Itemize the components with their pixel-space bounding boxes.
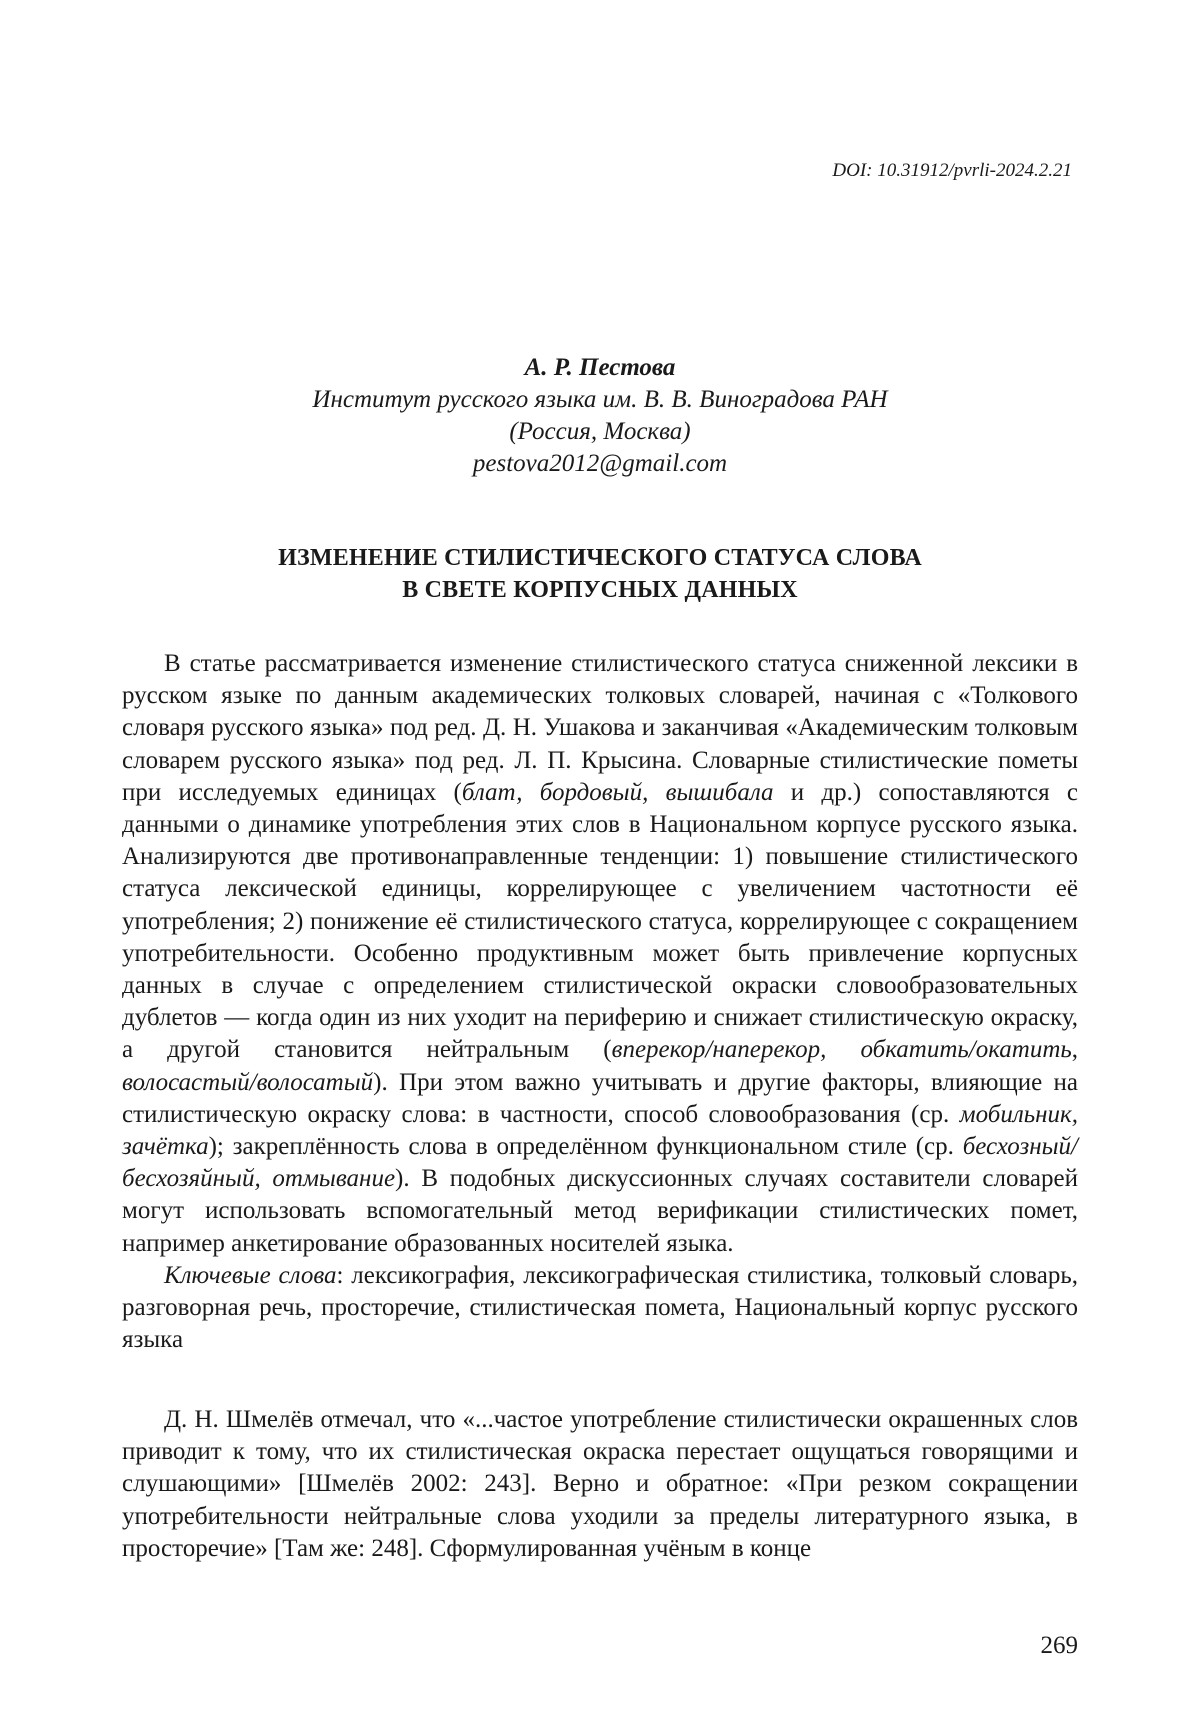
abstract-text: ); закреплённость слова в определённом функциональном стиле (ср. (208, 1133, 963, 1161)
author-block (0, 352, 1200, 480)
keywords-text: : лексикография, лексикографическая стилистика, толковый словарь, разговорная речь, просторечие, стилистическая помета, Национальный корпус русского языка (122, 1261, 1078, 1354)
abstract-example: волосастый/волосатый (122, 1068, 374, 1096)
abstract (122, 648, 1078, 1356)
author-location: (Россия, Москва) (509, 418, 691, 445)
title-line-1: ИЗМЕНЕНИЕ СТИЛИСТИЧЕСКОГО СТАТУСА СЛОВА (278, 545, 922, 571)
abstract-example: вперекор/наперекор, обкатить/окатить (611, 1036, 1072, 1064)
body-paragraph: Д. Н. Шмелёв отмечал, что «...частое употребление стилистически окрашенных слов приводит к тому, что их стилистическая окраска перестает ощущаться говорящими и слушающими» [Шмелёв 2002: 243]. Верно и обратное: «При резком сокращении употребительности нейтральные слова уходили за пределы литературного языка, в просторечие» [Там же: 248]. Сформулированная учёным в конце (122, 1406, 1078, 1562)
abstract-paragraph (122, 648, 1078, 1260)
abstract-example: мобильник, зачётка (122, 1100, 1078, 1161)
abstract-text: В статье рассматривается изменение стилистического статуса сниженной лексики в русском языке по данным академических толковых словарей, начиная с «Толкового словаря русского языка» под ред. Д. Н. Ушакова и заканчивая «Академическим толковым словарем русского языка» под ред. Л. П. Крысина. Словарные стилистические пометы при исследуемых единицах ( (122, 650, 1078, 806)
abstract-example: бесхозный/бесхозяйный, отмывание (122, 1133, 1078, 1193)
abstract-text: ). В подобных дискуссионных случаях составители словарей могут использовать вспомогательный метод верификации стилистических помет, например анкетирование образованных носителей языка. (122, 1165, 1079, 1257)
abstract-example: блат, бордовый, вышибала (461, 778, 774, 806)
abstract-text: , (1071, 1036, 1079, 1064)
author-name: А. Р. Пестова (524, 354, 676, 381)
doi: DOI: 10.31912/pvrli-2024.2.21 (832, 160, 1072, 181)
page-number: 269 (1040, 1632, 1078, 1659)
author-affiliation: Институт русского языка им. В. В. Виноградова РАН (312, 386, 888, 413)
abstract-text: ). При этом важно учитывать и другие факторы, влияющие на стилистическую окраску слова: в частности, способ словообразования (ср. (122, 1068, 1078, 1128)
keywords-label: Ключевые слова (164, 1261, 337, 1289)
keywords-paragraph (122, 1260, 1078, 1357)
author-email: pestova2012@gmail.com (472, 450, 728, 477)
abstract-text: и др.) сопоставляются с данными о динамике употребления этих слов в Национальном корпусе русского языка. Анализируются две противонаправленные тенденции: 1) повышение стилистического статуса лексической единицы, коррелирующее с увеличением частотности её употребления; 2) понижение её стилистического статуса, коррелирующее с сокращением употребительности. Особенно продуктивным может быть привлечение корпусных данных в случае с определением стилистической окраски словообразовательных дублетов — когда один из них уходит на периферию и снижает стилистическую окраску, а другой становится нейтральным ( (122, 778, 1078, 1064)
title-line-2: В СВЕТЕ КОРПУСНЫХ ДАННЫХ (402, 577, 798, 603)
body-text (122, 1404, 1078, 1565)
article-title (0, 542, 1200, 606)
